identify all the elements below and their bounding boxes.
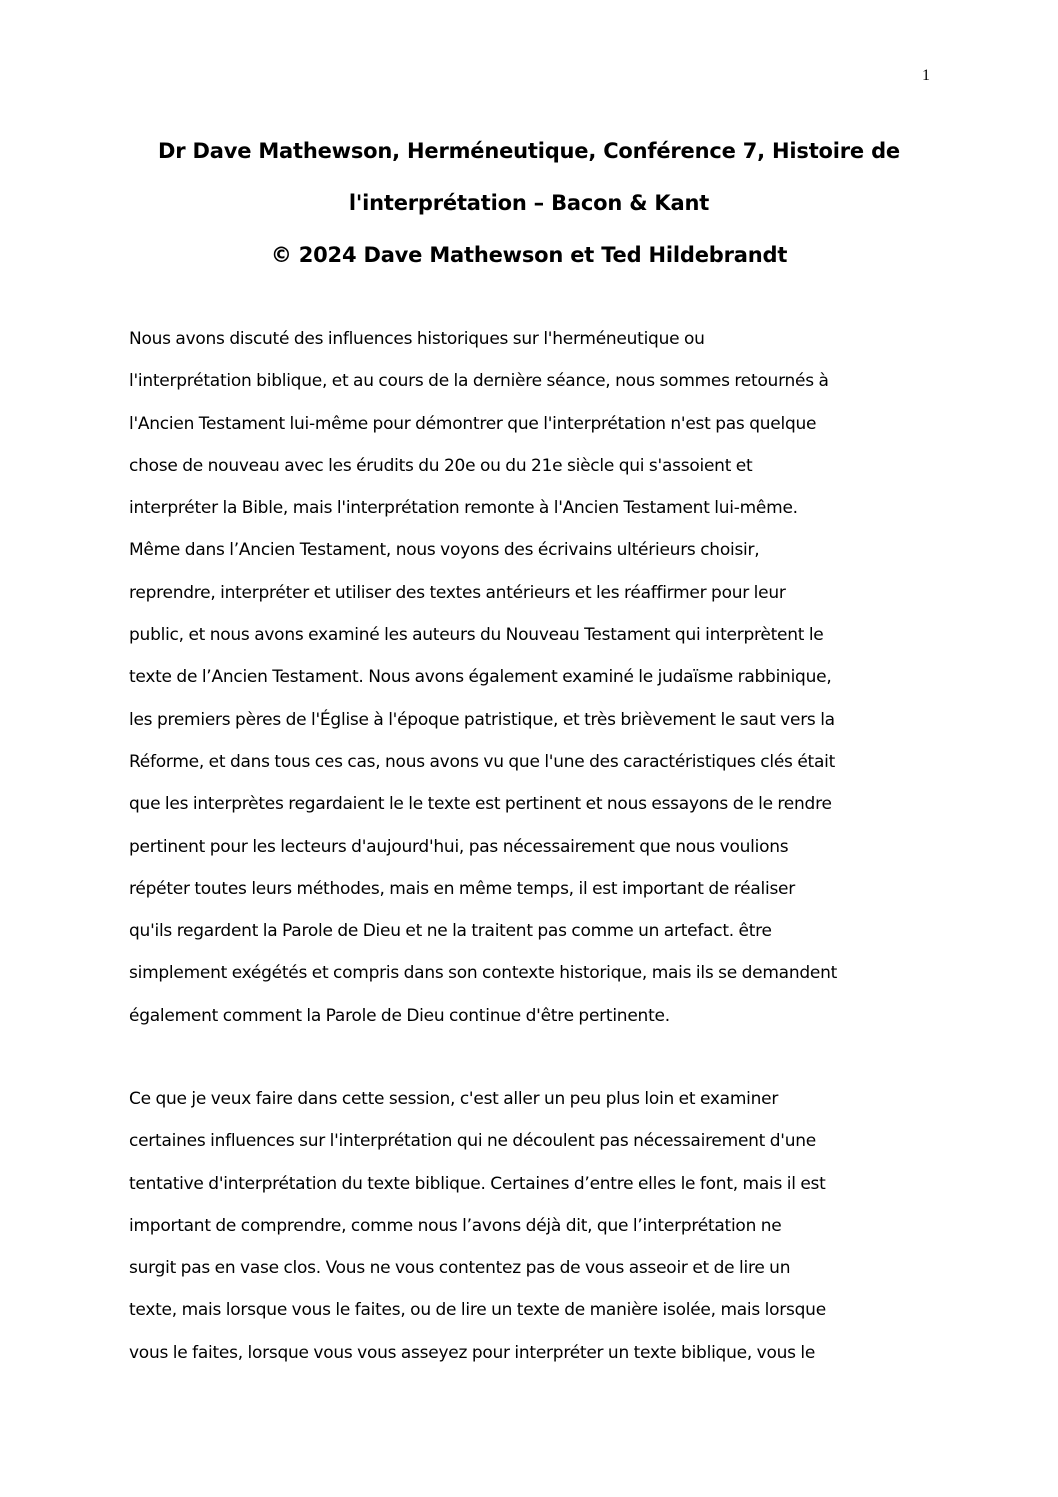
paragraph-line: Nous avons discuté des influences historiques sur l'herméneutique ou (129, 329, 705, 349)
title-line: Dr Dave Mathewson, Herméneutique, Conférence 7, Histoire de (158, 139, 900, 163)
paragraph-2 (129, 1078, 934, 1374)
paragraph-line: simplement exégétés et compris dans son contexte historique, mais ils se demandent (129, 963, 838, 984)
paragraph-line: répéter toutes leurs méthodes, mais en même temps, il est important de réaliser (129, 878, 796, 899)
paragraph-line: les premiers pères de l'Église à l'époque patristique, et très brièvement le saut vers la (129, 709, 835, 730)
paragraph-line: texte de l’Ancien Testament. Nous avons également examiné le judaïsme rabbinique, (129, 667, 832, 688)
paragraph-line: surgit pas en vase clos. Vous ne vous contentez pas de vous asseoir et de lire un (129, 1258, 791, 1279)
paragraph-line: important de comprendre, comme nous l’avons déjà dit, que l’interprétation ne (129, 1215, 782, 1236)
paragraph-line: qu'ils regardent la Parole de Dieu et ne la traitent pas comme un artefact. être (129, 921, 772, 942)
copyright-line: © 2024 Dave Mathewson et Ted Hildebrandt (270, 243, 788, 267)
paragraph-line: pertinent pour les lecteurs d'aujourd'hui, pas nécessairement que nous voulions (129, 836, 789, 857)
paragraph-line: Réforme, et dans tous ces cas, nous avons vu que l'une des caractéristiques clés était (129, 751, 835, 772)
paragraph-line: Même dans l’Ancien Testament, nous voyons des écrivains ultérieurs choisir, (129, 540, 760, 561)
paragraph-line: texte, mais lorsque vous le faites, ou de lire un texte de manière isolée, mais lorsque (129, 1300, 826, 1321)
paragraph-line: tentative d'interprétation du texte biblique. Certaines d’entre elles le font, mais il est (129, 1173, 826, 1194)
paragraph-line: l'Ancien Testament lui-même pour démontrer que l'interprétation n'est pas quelque (129, 413, 817, 434)
paragraph-line: vous le faites, lorsque vous vous asseyez pour interpréter un texte biblique, vous le (129, 1342, 816, 1363)
page-number: 1 (922, 67, 930, 84)
paragraph-line: reprendre, interpréter et utiliser des textes antérieurs et les réaffirmer pour leur (129, 582, 786, 603)
paragraph-line: Ce que je veux faire dans cette session, c'est aller un peu plus loin et examiner (129, 1089, 779, 1109)
paragraph-line: que les interprètes regardaient le le texte est pertinent et nous essayons de le rendre (129, 794, 832, 815)
paragraph-line: public, et nous avons examiné les auteurs du Nouveau Testament qui interprètent le (129, 625, 824, 646)
paragraph-line: également comment la Parole de Dieu continue d'être pertinente. (129, 1005, 670, 1026)
paragraph-line: certaines influences sur l'interprétation qui ne découlent pas nécessairement d'une (129, 1131, 816, 1152)
paragraph-line: interpréter la Bible, mais l'interprétation remonte à l'Ancien Testament lui-même. (129, 498, 798, 519)
document-title (128, 125, 930, 281)
paragraph-line: chose de nouveau avec les érudits du 20e ou du 21e siècle qui s'assoient et (129, 455, 753, 476)
paragraph-1 (129, 318, 934, 1037)
title-line: l'interprétation – Bacon & Kant (348, 191, 710, 215)
paragraph-line: l'interprétation biblique, et au cours de la dernière séance, nous sommes retournés à (129, 371, 829, 392)
